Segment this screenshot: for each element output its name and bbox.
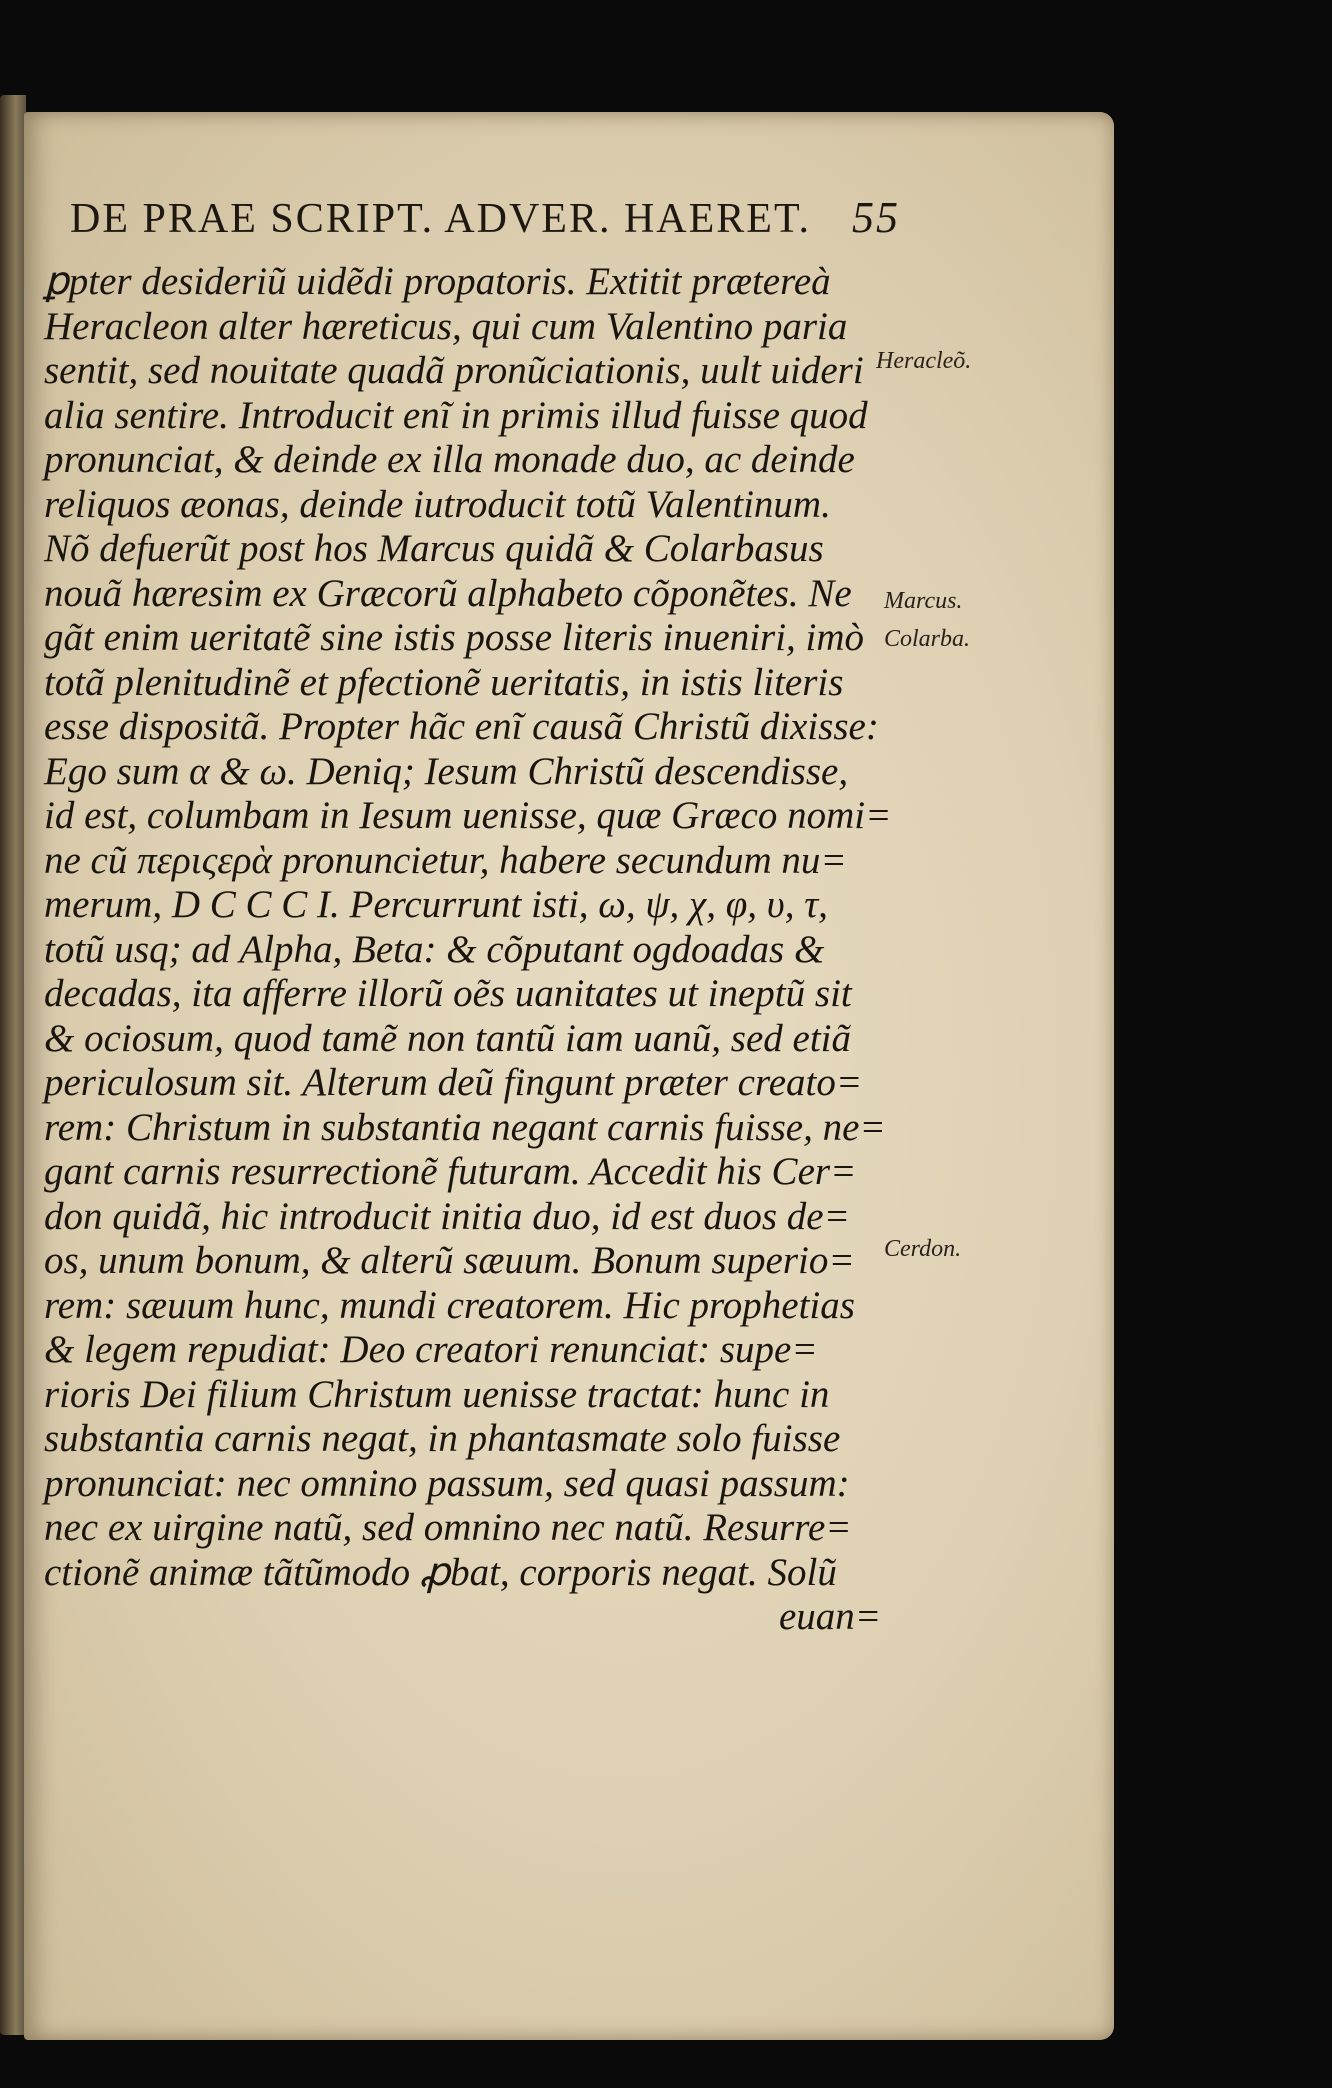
text-line: os, unum bonum, & alterũ sæuum. Bonum superio= — [44, 1239, 855, 1282]
text-line: & legem repudiat: Deo creatori renunciat: supe= — [44, 1328, 818, 1371]
text-line: rem: Christum in substantia negant carnis fuisse, ne= — [44, 1105, 886, 1149]
text-line: decadas, ita afferre illorũ oẽs uanitates ut ineptũ sit — [44, 972, 852, 1015]
text-line: don quidã, hic introducit initia duo, id est duos de= — [44, 1194, 850, 1238]
text-line: reliquos æonas, deinde iutroducit totũ Valentinum. — [44, 482, 831, 526]
text-line: ctionẽ animæ tãtũmodo ꝓbat, corporis negat. Solũ — [44, 1550, 837, 1594]
margin-note-heracleon: Heracleõ. — [876, 348, 972, 374]
text-line: ꝑpter desideriũ uidẽdi propatoris. Extitit prætereà — [44, 260, 831, 303]
margin-note-marcus: Marcus. — [884, 588, 963, 614]
text-line: nec ex uirgine natũ, sed omnino nec natũ. Resurre= — [44, 1506, 852, 1549]
text-line: gãt enim ueritatẽ sine istis posse literis inueniri, imò — [44, 616, 865, 659]
running-title: DE PRAE SCRIPT. ADVER. HAERET. — [70, 196, 811, 242]
book-edge — [0, 95, 26, 2035]
text-line: substantia carnis negat, in phantasmate solo fuisse — [44, 1417, 841, 1460]
book-page — [24, 112, 1114, 2040]
page-number: 55 — [852, 193, 900, 242]
text-line: totũ usq; ad Alpha, Beta: & cõputant ogdoadas & — [44, 927, 825, 971]
margin-note-colarbasus: Colarba. — [884, 626, 971, 652]
text-line: merum, D C C C I. Percurrunt isti, ω, ψ, χ, φ, υ, τ, — [44, 883, 828, 926]
text-line: pronunciat: nec omnino passum, sed quasi passum: — [44, 1461, 850, 1505]
text-line: Nõ defuerũt post hos Marcus quidã & Colarbasus — [44, 527, 824, 570]
text-line: rioris Dei filium Christum uenisse tractat: hunc in — [44, 1372, 830, 1416]
text-line: rem: sæuum hunc, mundi creatorem. Hic prophetias — [44, 1283, 855, 1327]
text-line: ne cũ περιςερὰ pronuncietur, habere secundum nu= — [44, 838, 847, 882]
text-line: & ociosum, quod tamẽ non tantũ iam uanũ, sed etiã — [44, 1016, 852, 1060]
text-line: alia sentire. Introducit enĩ in primis illud fuisse quod — [44, 393, 868, 437]
text-line: esse dispositã. Propter hãc enĩ causã Christũ dixisse: — [44, 705, 879, 748]
catchword: euan= — [779, 1595, 882, 1638]
text-line: id est, columbam in Iesum uenisse, quæ Græco nomi= — [44, 794, 892, 837]
text-line: nouã hæresim ex Græcorũ alphabeto cõponẽtes. Ne — [44, 571, 852, 615]
text-line: periculosum sit. Alterum deũ fingunt præter creato= — [44, 1061, 863, 1104]
text-line: pronunciat, & deinde ex illa monade duo, ac deinde — [44, 438, 855, 481]
text-line: sentit, sed nouitate quadã pronũciationis, uult uideri — [44, 349, 864, 392]
text-line: gant carnis resurrectionẽ futuram. Accedit his Cer= — [44, 1150, 857, 1193]
margin-note-cerdon: Cerdon. — [884, 1236, 962, 1262]
page-header — [70, 192, 900, 252]
body-text — [44, 260, 892, 1640]
text-line: Heracleon alter hæreticus, qui cum Valentino paria — [44, 304, 848, 348]
text-line: Ego sum α & ω. Deniq; Iesum Christũ descendisse, — [44, 749, 849, 793]
text-line: totã plenitudinẽ et pfectionẽ ueritatis, in istis literis — [44, 660, 844, 704]
